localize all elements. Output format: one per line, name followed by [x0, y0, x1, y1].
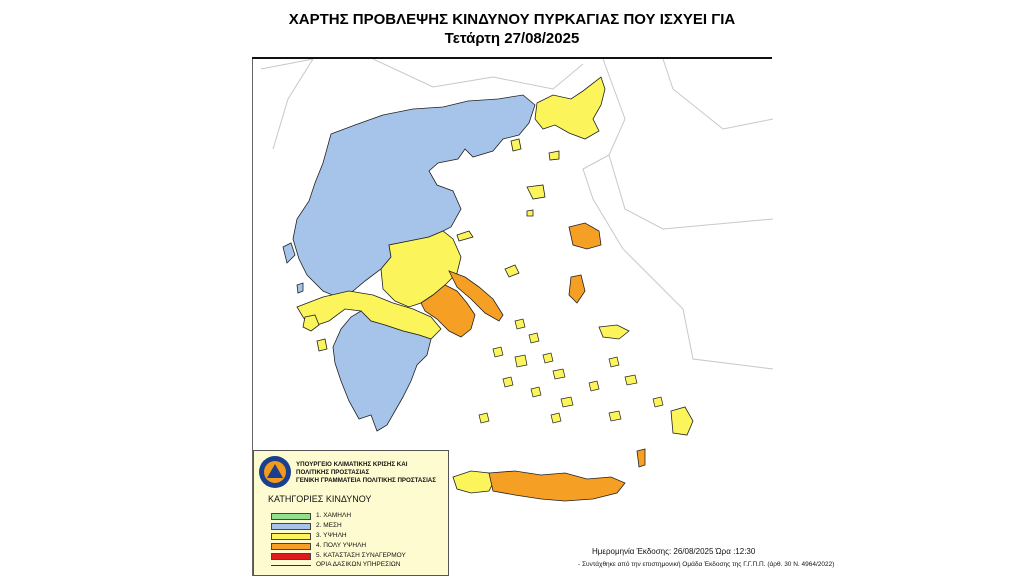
title-date: Τετάρτη 27/08/2025	[444, 30, 580, 47]
swatch-alarm	[271, 553, 311, 560]
region-agios-efstratios	[527, 210, 533, 216]
region-cyclades-and-dodecanese-islands	[479, 319, 663, 423]
civil-protection-emblem-icon	[258, 455, 292, 489]
swatch-low	[271, 513, 311, 520]
map-title	[0, 10, 1024, 48]
category-label-medium: 2. ΜΕΣΗ	[316, 522, 342, 529]
map-legend	[253, 450, 449, 576]
title-line-1: ΧΑΡΤΗΣ ΠΡΟΒΛΕΨΗΣ ΚΙΝΔΥΝΟΥ ΠΥΡΚΑΓΙΑΣ ΠΟΥ ΙΣΧΥΕΙ ΓΙΑ	[288, 11, 736, 28]
region-rhodes	[671, 407, 693, 435]
region-karpathos	[637, 449, 645, 467]
region-ikaria-samos	[599, 325, 629, 339]
region-thrace-east	[535, 77, 605, 139]
forest-boundary-line	[271, 565, 311, 566]
region-skyros	[505, 265, 519, 277]
category-label-low: 1. ΧΑΜΗΛΗ	[316, 512, 352, 519]
region-chios	[569, 275, 585, 303]
region-crete-central-and-east	[489, 471, 625, 501]
region-thasos	[511, 139, 521, 151]
swatch-very-high	[271, 543, 311, 550]
risk-categories-title: ΚΑΤΗΓΟΡΙΕΣ ΚΙΝΔΥΝΟΥ	[268, 494, 372, 504]
issue-date-time: Ημερομηνία Έκδοσης: 26/08/2025 Ώρα :12:30	[592, 547, 756, 556]
region-lemnos	[527, 185, 545, 199]
region-lesvos	[569, 223, 601, 249]
org-line-2: ΠΟΛΙΤΙΚΗΣ ΠΡΟΣΤΑΣΙΑΣ	[296, 469, 370, 476]
forest-boundary-label: ΟΡΙΑ ΔΑΣΙΚΩΝ ΥΠΗΡΕΣΙΩΝ	[316, 561, 401, 568]
region-lefkada	[297, 283, 303, 293]
category-label-very-high: 4. ΠΟΛΥ ΥΨΗΛΗ	[316, 542, 367, 549]
region-sporades	[457, 231, 473, 241]
swatch-medium	[271, 523, 311, 530]
region-crete-west	[453, 471, 493, 493]
category-label-alarm: 5. ΚΑΤΑΣΤΑΣΗ ΣΥΝΑΓΕΡΜΟΥ	[316, 552, 406, 559]
region-samothraki	[549, 151, 559, 160]
category-label-high: 3. ΥΨΗΛΗ	[316, 532, 347, 539]
region-corfu	[283, 243, 295, 263]
region-zakynthos	[317, 339, 327, 351]
org-line-1: ΥΠΟΥΡΓΕΙΟ ΚΛΙΜΑΤΙΚΗΣ ΚΡΙΣΗΣ ΚΑΙ	[296, 461, 408, 468]
org-line-3: ΓΕΝΙΚΗ ΓΡΑΜΜΑΤΕΙΑ ΠΟΛΙΤΙΚΗΣ ΠΡΟΣΤΑΣΙΑΣ	[296, 477, 436, 484]
swatch-high	[271, 533, 311, 540]
credit-note: - Συντάχθηκε από την επιστημονική Ομάδα Έκδοσης της Γ.Γ.Π.Π. (άρθ. 30 Ν. 4964/2022)	[578, 561, 835, 568]
